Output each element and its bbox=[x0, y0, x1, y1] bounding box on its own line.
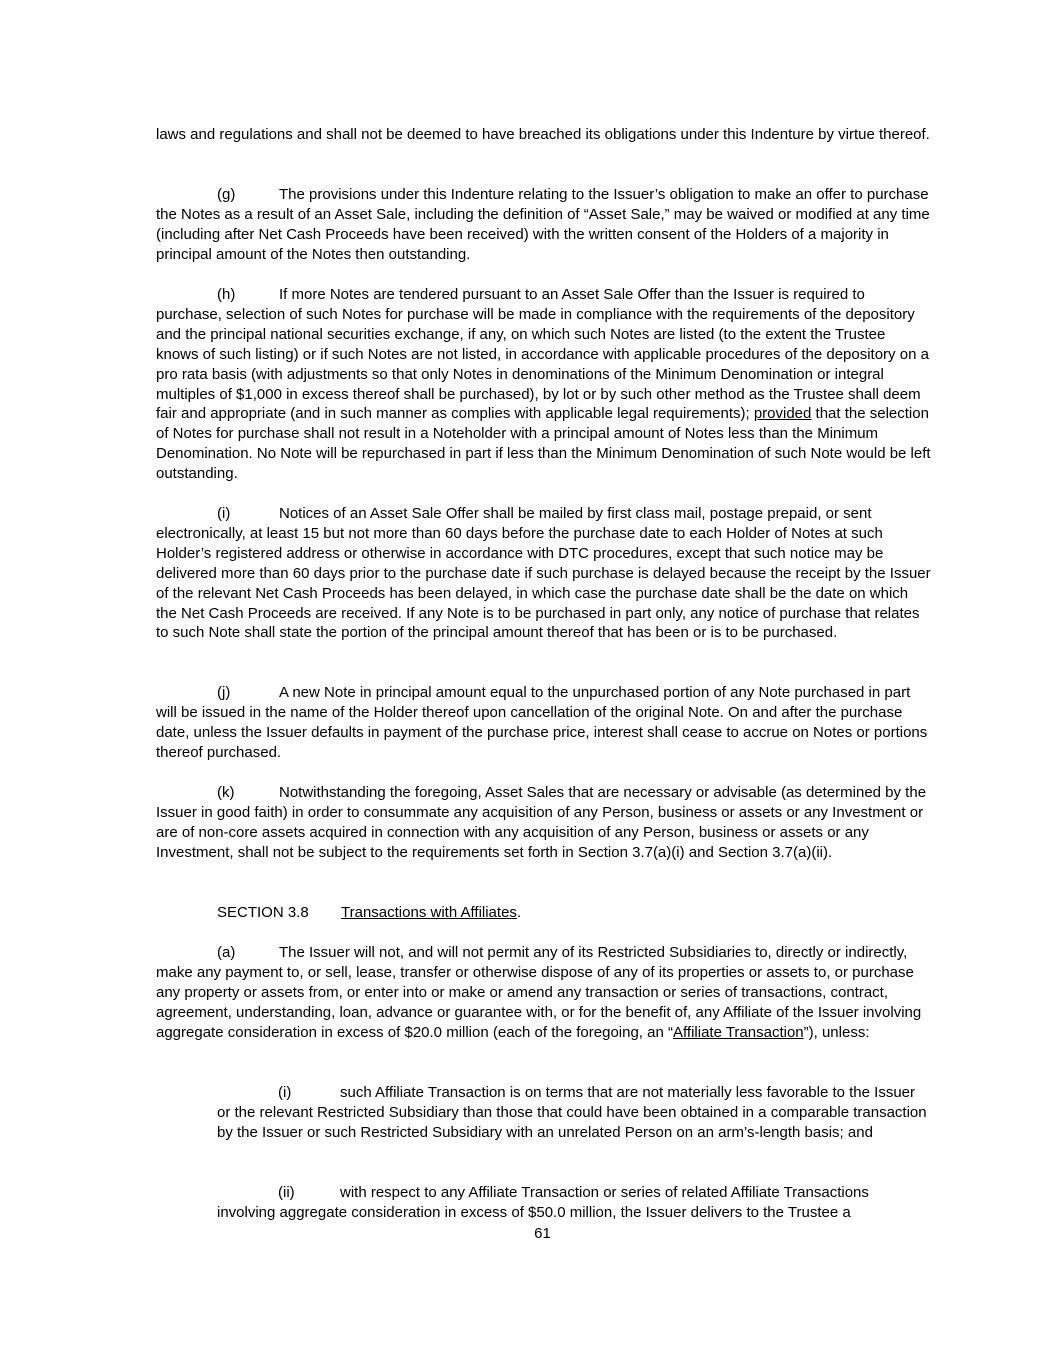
section-3-8-heading bbox=[156, 903, 931, 923]
section-title-suffix: . bbox=[516, 904, 522, 921]
paragraph-k-label: (k) bbox=[217, 784, 235, 801]
paragraph-g-text: The provisions under this Indenture relating to the Issuer’s obligation to make an offer to purchase the Notes as a result of an Asset Sale, including the definition of “Asset Sale,” may be waived or modified at any time (including after Net Cash Proceeds have been received) with the written consent of the Holders of a majority in principal amount of the Notes then outstanding. bbox=[156, 186, 930, 263]
paragraph-a-label: (a) bbox=[217, 944, 236, 961]
paragraph-a-defined-term: Affiliate Transaction bbox=[673, 1023, 804, 1041]
paragraph-a-i-label: (i) bbox=[278, 1084, 292, 1101]
paragraph-a-ii bbox=[217, 1183, 931, 1223]
paragraph-h-text-before: If more Notes are tendered pursuant to an Asset Sale Offer than the Issuer is required to purchase, selection of such Notes for purchase will be made in compliance with the requirements of the depository and the principal national securities exchange, if any, on which such Notes are listed (to the extent the Trustee knows of such listing) or if such Notes are not listed, in accordance with applicable procedures of the depository on a pro rata basis (with adjustments so that only Notes in denominations of the Minimum Denomination or integral multiples of $1,000 in excess thereof shall be purchased), by lot or by such other method as the Trustee shall deem fair and appropriate (and in such manner as complies with applicable legal requirements); bbox=[156, 286, 929, 423]
paragraph-g-label: (g) bbox=[217, 186, 236, 203]
paragraph-a-text-after: ”), unless: bbox=[803, 1023, 870, 1041]
page-number: 61 bbox=[534, 1225, 551, 1242]
paragraph-a-ii-label: (ii) bbox=[278, 1184, 295, 1201]
paragraph-a-text-before: The Issuer will not, and will not permit any of its Restricted Subsidiaries to, directly or indirectly, make any payment to, or sell, lease, transfer or otherwise dispose of any of its properties or assets to, or purchase any property or assets from, or enter into or make or amend any transaction or series of transactions, contract, agreement, understanding, loan, advance or guarantee with, or for the benefit of, any Affiliate of the Issuer involving aggregate consideration in excess of $20.0 million (each of the foregoing, an “ bbox=[156, 944, 922, 1041]
paragraph-a-i-text: such Affiliate Transaction is on terms that are not materially less favorable to the Issuer or the relevant Restricted Subsidiary than those that could have been obtained in a comparable transaction by the Issuer or such Restricted Subsidiary with an unrelated Person on an arm’s-length basis; and bbox=[217, 1084, 927, 1141]
paragraph-j-label: (j) bbox=[217, 684, 231, 701]
paragraph-k bbox=[156, 783, 931, 863]
paragraph-g bbox=[156, 185, 931, 265]
paragraph-a-i bbox=[217, 1083, 931, 1143]
paragraph-a-ii-text: with respect to any Affiliate Transaction or series of related Affiliate Transactions involving aggregate consideration in excess of $50.0 million, the Issuer delivers to the Trustee a bbox=[217, 1184, 869, 1221]
section-number: SECTION 3.8 bbox=[217, 904, 309, 921]
paragraph-k-text: Notwithstanding the foregoing, Asset Sales that are necessary or advisable (as determined by the Issuer in good faith) in order to consummate any acquisition of any Person, business or assets or any Investment or are of non-core assets acquired in connection with any acquisition of any Person, business or assets or any Investment, shall not be subject to the requirements set forth in Section 3.7(a)(i) and Section 3.7(a)(ii). bbox=[156, 784, 927, 861]
paragraph-i bbox=[156, 504, 931, 643]
paragraph-a bbox=[156, 943, 931, 1043]
paragraph-j bbox=[156, 683, 931, 763]
paragraph-h-provided: provided bbox=[753, 405, 812, 423]
paragraph-h bbox=[156, 285, 931, 484]
paragraph-j-text: A new Note in principal amount equal to the unpurchased portion of any Note purchased in part will be issued in the name of the Holder thereof upon cancellation of the original Note. On and after the purchase date, unless the Issuer defaults in payment of the purchase price, interest shall cease to accrue on Notes or portions thereof purchased. bbox=[156, 684, 928, 761]
section-title: Transactions with Affiliates bbox=[341, 904, 517, 921]
paragraph-i-text: Notices of an Asset Sale Offer shall be mailed by first class mail, postage prepaid, or sent electronically, at least 15 but not more than 60 days before the purchase date to each Holder of Notes at such Holder’s registered address or otherwise in accordance with DTC procedures, except that such notice may be delivered more than 60 days prior to the purchase date if such purchase is delayed because the receipt by the Issuer of the relevant Net Cash Proceeds has been delayed, in which case the purchase date shall be the date on which the Net Cash Proceeds are received. If any Note is to be purchased in part only, any notice of purchase that relates to such Note shall state the portion of the principal amount thereof that has been or is to be purchased. bbox=[156, 505, 931, 642]
paragraph-h-text-after: that the selection of Notes for purchase shall not result in a Noteholder with a principal amount of Notes less than the Minimum Denomination. No Note will be repurchased in part if less than the Minimum Denomination of such Note would be left outstanding. bbox=[156, 405, 931, 483]
paragraph-f-continuation: laws and regulations and shall not be deemed to have breached its obligations under this Indenture by virtue thereof. bbox=[156, 126, 930, 143]
paragraph-i-label: (i) bbox=[217, 505, 231, 522]
paragraph-h-label: (h) bbox=[217, 286, 236, 303]
